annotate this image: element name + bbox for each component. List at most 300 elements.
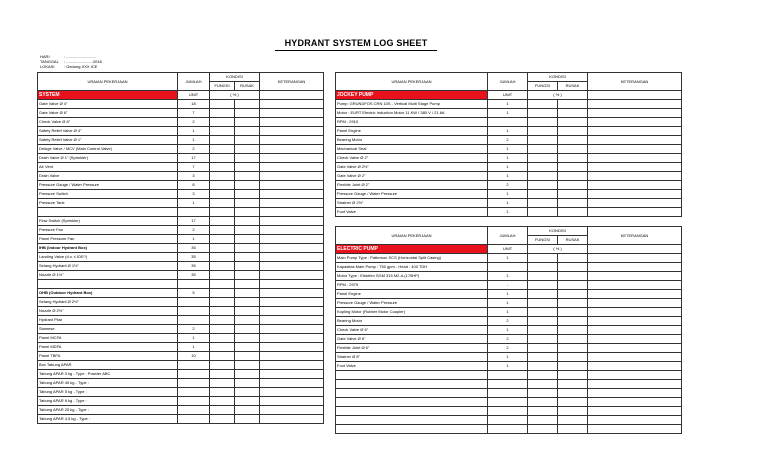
item-description: Flow Switch (Sprinkler): [38, 217, 178, 226]
item-keterangan: [588, 299, 682, 308]
item-quantity: [488, 263, 528, 272]
item-fungsi: [528, 109, 558, 118]
item-keterangan: [588, 353, 682, 362]
item-keterangan: [260, 235, 324, 244]
item-rusak: [235, 316, 260, 325]
table-row: [336, 416, 682, 425]
table-row: [336, 389, 682, 398]
item-quantity: [178, 397, 210, 406]
item-fungsi: [210, 397, 235, 406]
electric-table: [335, 226, 682, 434]
item-description: Tabung APAR 5 kg - Type :: [38, 388, 178, 397]
col-jumlah: JUMLAH: [488, 227, 528, 245]
item-rusak: [235, 172, 260, 181]
item-description: [336, 416, 488, 425]
item-fungsi: [528, 281, 558, 290]
item-rusak: [235, 145, 260, 154]
item-fungsi: [210, 388, 235, 397]
item-quantity: 1: [488, 199, 528, 208]
item-keterangan: [260, 226, 324, 235]
item-rusak: [235, 325, 260, 334]
item-fungsi: [528, 380, 558, 389]
item-keterangan: [588, 344, 682, 353]
percent-label: ( % ): [528, 245, 588, 254]
item-rusak: [558, 263, 588, 272]
item-rusak: [235, 226, 260, 235]
item-quantity: 2: [178, 226, 210, 235]
item-quantity: 1: [488, 100, 528, 109]
item-quantity: 2: [488, 181, 528, 190]
item-description: [336, 425, 488, 434]
item-quantity: 2: [488, 344, 528, 353]
item-fungsi: [210, 100, 235, 109]
percent-label: ( % ): [528, 91, 588, 100]
item-description: Siamese: [38, 325, 178, 334]
item-rusak: [558, 154, 588, 163]
item-description: [38, 280, 178, 289]
item-description: Gate Valve Ø 2": [336, 172, 488, 181]
table-row: [336, 145, 682, 154]
item-keterangan: [588, 163, 682, 172]
item-description: Panel TBFA: [38, 352, 178, 361]
table-row: [336, 263, 682, 272]
table-row: [38, 172, 324, 181]
item-fungsi: [210, 145, 235, 154]
table-row: [38, 262, 324, 271]
item-rusak: [558, 208, 588, 217]
item-rusak: [235, 388, 260, 397]
col-fungsi: FUNGSI: [528, 82, 558, 91]
table-row: [336, 154, 682, 163]
item-keterangan: [588, 154, 682, 163]
item-rusak: [235, 289, 260, 298]
table-row: [336, 380, 682, 389]
table-row: [38, 136, 324, 145]
item-keterangan: [260, 244, 324, 253]
item-fungsi: [210, 361, 235, 370]
item-keterangan: [260, 172, 324, 181]
item-rusak: [558, 127, 588, 136]
table-row: [336, 254, 682, 263]
item-quantity: -: [488, 281, 528, 290]
item-fungsi: [528, 199, 558, 208]
item-quantity: 1: [488, 163, 528, 172]
item-fungsi: [210, 343, 235, 352]
table-row: [38, 145, 324, 154]
item-description: Pressure Gauge / Water Pressure: [336, 299, 488, 308]
item-description: Kopling Motor (Rubber Motor Coupler): [336, 308, 488, 317]
item-keterangan: [260, 100, 324, 109]
item-description: Panel MCFA: [38, 334, 178, 343]
section-system: SYSTEM: [38, 91, 178, 100]
col-kondisi: KONDISI: [210, 73, 260, 82]
item-keterangan: [588, 172, 682, 181]
item-keterangan: [588, 199, 682, 208]
item-rusak: [235, 253, 260, 262]
table-row: [38, 253, 324, 262]
meta-label: LOKASI: [40, 64, 55, 69]
section-row: [38, 91, 324, 100]
title-underline: [275, 50, 437, 51]
item-keterangan: [588, 272, 682, 281]
col-rusak: RUSAK: [558, 236, 588, 245]
item-rusak: [558, 254, 588, 263]
item-quantity: 35: [178, 262, 210, 271]
item-quantity: 2: [178, 325, 210, 334]
item-fungsi: [528, 100, 558, 109]
item-keterangan: [588, 425, 682, 434]
item-fungsi: [528, 154, 558, 163]
item-keterangan: [588, 281, 682, 290]
table-row: [38, 406, 324, 415]
table-row: [38, 289, 324, 298]
item-rusak: [235, 199, 260, 208]
item-description: [336, 398, 488, 407]
table-row: [38, 280, 324, 289]
item-quantity: 2: [178, 118, 210, 127]
table-row: [336, 190, 682, 199]
item-quantity: 1: [488, 190, 528, 199]
item-quantity: [488, 416, 528, 425]
table-row: [336, 290, 682, 299]
item-keterangan: [588, 416, 682, 425]
item-fungsi: [528, 425, 558, 434]
item-fungsi: [528, 308, 558, 317]
item-keterangan: [588, 326, 682, 335]
item-fungsi: [528, 371, 558, 380]
item-keterangan: [260, 397, 324, 406]
table-row: [38, 352, 324, 361]
item-fungsi: [528, 163, 558, 172]
item-description: Panel Pressure Fan: [38, 235, 178, 244]
item-description: Pressure Fan: [38, 226, 178, 235]
item-fungsi: [528, 181, 558, 190]
item-rusak: [235, 361, 260, 370]
item-rusak: [235, 307, 260, 316]
item-keterangan: [588, 317, 682, 326]
item-rusak: [558, 335, 588, 344]
item-fungsi: [210, 118, 235, 127]
item-keterangan: [260, 190, 324, 199]
table-row: [38, 190, 324, 199]
item-keterangan: [260, 118, 324, 127]
item-keterangan: [588, 145, 682, 154]
item-description: [336, 380, 488, 389]
item-fungsi: [528, 272, 558, 281]
item-description: Hydrant Pilar: [38, 316, 178, 325]
item-description: Drain Valve: [38, 172, 178, 181]
table-row: [38, 199, 324, 208]
item-description: Foot Valve: [336, 362, 488, 371]
table-row: [38, 397, 324, 406]
item-description: Pressure Tank: [38, 199, 178, 208]
item-quantity: 1: [178, 334, 210, 343]
item-description: IHB (Indoor Hydrant Box): [38, 244, 178, 253]
meta-lokasi: [40, 64, 97, 69]
item-quantity: 35: [178, 253, 210, 262]
item-quantity: [488, 118, 528, 127]
item-keterangan: [260, 316, 324, 325]
item-rusak: [558, 380, 588, 389]
item-description: Tabung APAR 4,5 kg - Type :: [38, 415, 178, 424]
table-row: [38, 316, 324, 325]
item-rusak: [235, 208, 260, 217]
item-fungsi: [210, 172, 235, 181]
item-quantity: [178, 361, 210, 370]
item-keterangan: [260, 370, 324, 379]
item-keterangan: [588, 190, 682, 199]
item-rusak: [558, 371, 588, 380]
item-rusak: [235, 244, 260, 253]
item-rusak: [558, 272, 588, 281]
item-keterangan: [260, 415, 324, 424]
item-fungsi: [528, 263, 558, 272]
item-description: OHB (Outdoor Hydrant Box): [38, 289, 178, 298]
meta-value: : Gedung XXX ICE: [64, 64, 98, 69]
item-keterangan: [588, 380, 682, 389]
item-description: Safety Relief Valve Ø 1": [38, 136, 178, 145]
item-quantity: 1: [178, 127, 210, 136]
item-keterangan: [588, 254, 682, 263]
item-description: Pressure Switch: [38, 190, 178, 199]
item-quantity: 1: [178, 343, 210, 352]
item-fungsi: [210, 262, 235, 271]
item-fungsi: [210, 127, 235, 136]
item-keterangan: [260, 325, 324, 334]
item-keterangan: [260, 271, 324, 280]
item-keterangan: [588, 407, 682, 416]
item-fungsi: [528, 398, 558, 407]
unit-label: UNIT: [488, 245, 528, 254]
item-rusak: [558, 118, 588, 127]
item-rusak: [235, 415, 260, 424]
item-keterangan: [260, 208, 324, 217]
table-row: [336, 208, 682, 217]
col-jumlah: JUMLAH: [178, 73, 210, 91]
item-rusak: [235, 271, 260, 280]
item-fungsi: [210, 307, 235, 316]
item-quantity: 10: [178, 352, 210, 361]
item-description: Tabung APAR 6 kg - Type :: [38, 397, 178, 406]
item-keterangan: [588, 263, 682, 272]
item-quantity: 1: [178, 235, 210, 244]
item-quantity: 3: [178, 172, 210, 181]
item-fungsi: [210, 190, 235, 199]
item-fungsi: [528, 362, 558, 371]
table-row: [38, 307, 324, 316]
item-description: Landing Valve (d.v. ≤ IDE?): [38, 253, 178, 262]
item-fungsi: [528, 145, 558, 154]
item-description: RPM : 2975: [336, 281, 488, 290]
meta-label: HARI: [40, 54, 50, 59]
col-jumlah: JUMLAH: [488, 73, 528, 91]
item-quantity: 35: [178, 271, 210, 280]
item-quantity: 1: [488, 172, 528, 181]
item-quantity: 17: [178, 154, 210, 163]
item-description: Main Pump Type : Patterson SCS (Horizontal Split Casing): [336, 254, 488, 263]
item-quantity: [178, 307, 210, 316]
item-description: Bearing Motor: [336, 317, 488, 326]
item-rusak: [235, 235, 260, 244]
item-quantity: [178, 406, 210, 415]
item-rusak: [558, 163, 588, 172]
item-rusak: [558, 172, 588, 181]
item-quantity: 5: [178, 289, 210, 298]
item-keterangan: [588, 100, 682, 109]
item-quantity: 1: [488, 254, 528, 263]
item-rusak: [558, 389, 588, 398]
header-row: [336, 227, 682, 236]
item-description: Panel Engine: [336, 290, 488, 299]
item-description: Strainer Ø 8": [336, 353, 488, 362]
item-fungsi: [210, 325, 235, 334]
table-row: [38, 370, 324, 379]
item-quantity: 1: [488, 109, 528, 118]
table-row: [336, 425, 682, 434]
table-row: [336, 100, 682, 109]
item-description: Nozzle Ø 2½": [38, 307, 178, 316]
item-fungsi: [210, 136, 235, 145]
jockey-table-body: [336, 73, 682, 217]
item-keterangan: [260, 406, 324, 415]
item-quantity: 1: [488, 208, 528, 217]
jockey-table: [335, 72, 682, 217]
item-keterangan: [588, 181, 682, 190]
item-rusak: [235, 352, 260, 361]
item-quantity: 7: [178, 163, 210, 172]
item-rusak: [235, 262, 260, 271]
table-row: [336, 398, 682, 407]
table-row: [336, 281, 682, 290]
item-keterangan: [588, 127, 682, 136]
item-quantity: 1: [488, 299, 528, 308]
item-rusak: [558, 109, 588, 118]
item-rusak: [558, 362, 588, 371]
item-rusak: [235, 343, 260, 352]
item-keterangan: [260, 298, 324, 307]
item-quantity: [488, 398, 528, 407]
table-row: [38, 109, 324, 118]
meta-value: : ...........................: [64, 54, 97, 59]
table-row: [38, 244, 324, 253]
item-description: RPM : 2910: [336, 118, 488, 127]
section-electric-pump: ELECTRIC PUMP: [336, 245, 488, 254]
item-quantity: [488, 371, 528, 380]
table-row: [38, 271, 324, 280]
unit-label: UNIT: [178, 91, 210, 100]
table-row: [38, 415, 324, 424]
item-fungsi: [528, 344, 558, 353]
item-quantity: [488, 380, 528, 389]
item-fungsi: [528, 299, 558, 308]
item-keterangan: [260, 253, 324, 262]
item-rusak: [558, 190, 588, 199]
item-rusak: [235, 280, 260, 289]
item-keterangan: [588, 308, 682, 317]
item-quantity: 3: [178, 190, 210, 199]
item-rusak: [558, 199, 588, 208]
item-description: Check Valve Ø 6": [336, 326, 488, 335]
item-rusak: [235, 163, 260, 172]
table-row: [38, 361, 324, 370]
item-rusak: [235, 190, 260, 199]
item-keterangan: [260, 352, 324, 361]
item-keterangan: [260, 388, 324, 397]
item-description: Mechanical Seal: [336, 145, 488, 154]
item-keterangan: [588, 389, 682, 398]
item-description: Motor : EURT Electric Induction Motor 11 KW / 380 V / 21.6A: [336, 109, 488, 118]
table-row: [336, 127, 682, 136]
item-fungsi: [528, 389, 558, 398]
table-row: [336, 181, 682, 190]
item-quantity: 17: [178, 217, 210, 226]
item-description: Pressure Gauge / Water Pressure: [336, 190, 488, 199]
item-quantity: 2: [488, 317, 528, 326]
item-quantity: [178, 379, 210, 388]
item-fungsi: [210, 217, 235, 226]
item-quantity: 18: [178, 100, 210, 109]
section-row: [336, 91, 682, 100]
item-keterangan: [588, 118, 682, 127]
item-fungsi: [528, 118, 558, 127]
item-description: Tabung APAR 25 kg - Type :: [38, 406, 178, 415]
table-row: [336, 272, 682, 281]
item-fungsi: [210, 235, 235, 244]
table-row: [336, 407, 682, 416]
col-rusak: RUSAK: [235, 82, 260, 91]
header-row: [38, 73, 324, 82]
item-quantity: 35: [178, 244, 210, 253]
item-keterangan: [260, 145, 324, 154]
col-rusak: RUSAK: [558, 82, 588, 91]
item-description: Gate Valve Ø 6": [38, 109, 178, 118]
item-quantity: 1: [488, 145, 528, 154]
item-description: Box Tabung APAR: [38, 361, 178, 370]
item-keterangan: [260, 163, 324, 172]
item-fungsi: [210, 370, 235, 379]
item-quantity: 1: [488, 272, 528, 281]
item-keterangan: [260, 307, 324, 316]
item-quantity: 1: [488, 154, 528, 163]
item-fungsi: [210, 289, 235, 298]
item-fungsi: [210, 244, 235, 253]
item-rusak: [558, 425, 588, 434]
item-quantity: 2: [488, 136, 528, 145]
item-rusak: [558, 308, 588, 317]
item-description: Selang Hydrant Ø 2½": [38, 298, 178, 307]
item-keterangan: [588, 109, 682, 118]
item-fungsi: [210, 316, 235, 325]
item-description: Tabung APAR 45 kg - Type :: [38, 379, 178, 388]
item-fungsi: [210, 334, 235, 343]
table-row: [38, 208, 324, 217]
table-row: [336, 118, 682, 127]
item-fungsi: [528, 290, 558, 299]
item-quantity: [178, 208, 210, 217]
item-keterangan: [260, 136, 324, 145]
item-rusak: [558, 136, 588, 145]
item-rusak: [558, 317, 588, 326]
item-fungsi: [210, 271, 235, 280]
table-row: [336, 344, 682, 353]
table-row: [38, 298, 324, 307]
col-uraian: URAIAN PEKERJAAN: [336, 73, 488, 91]
item-description: Gate Valve Ø 6": [336, 335, 488, 344]
col-fungsi: FUNGSI: [210, 82, 235, 91]
item-fungsi: [210, 415, 235, 424]
item-rusak: [235, 379, 260, 388]
table-row: [336, 299, 682, 308]
